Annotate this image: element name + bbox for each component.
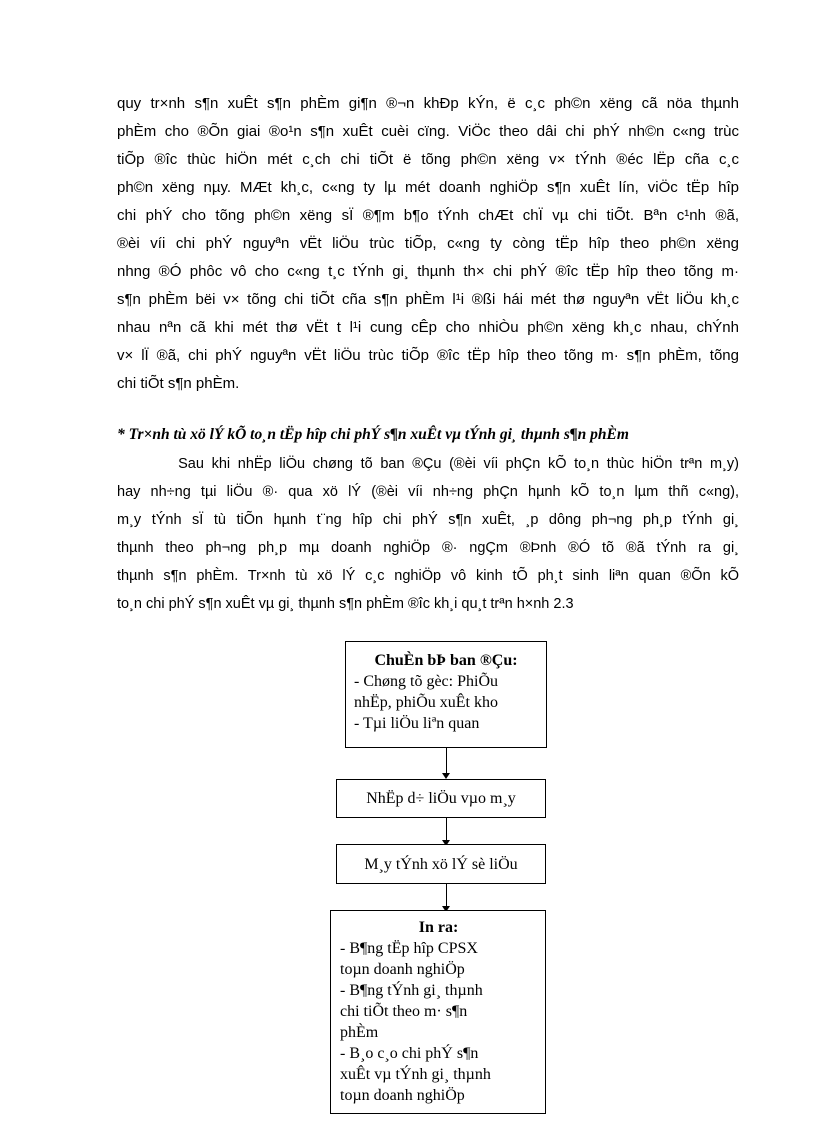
paragraph-2 [117,450,739,618]
flow-step-item: xuÊt vµ tÝnh gi¸ thµnh [340,1066,491,1083]
flow-step-item: chi tiÕt theo m· s¶n [340,1003,468,1020]
flow-step-item: toµn doanh nghiÖp [340,1087,465,1104]
paragraph-line: thµnh s¶n phÈm. Tr×nh tù xö lÝ c¸c nghiÖp vô kinh tÕ ph¸t sinh liªn quan ®Õn kÕ [117,568,739,584]
flow-connector [446,884,447,906]
paragraph-line: quy tr×nh s¶n xuÊt s¶n phÈm gi¶n ®¬n khÐp kÝn, ë c¸c ph©n xëng cã nöa thµnh [117,95,739,112]
paragraph-line: nhng ®Ó phôc vô cho c«ng t¸c tÝnh gi¸ thµnh th× chi phÝ ®îc tËp hîp theo tõng m· [117,263,739,280]
paragraph-1 [117,90,739,398]
flow-step-item: - Tµi liÖu liªn quan [354,715,480,732]
paragraph-line: chi tiÕt s¶n phÈm. [117,375,240,392]
paragraph-line: s¶n phÈm bëi v× tõng chi tiÕt cña s¶n phÈm l¹i ®ßi hái mét thø nguyªn vËt liÖu kh¸c [117,291,739,308]
paragraph-line: chi phÝ cho tõng ph©n xëng sÏ ®¶m b¶o tÝnh chÆt chÏ vµ chi tiÕt. Bªn c¹nh ®ã, [117,207,739,224]
paragraph-line: Sau khi nhËp liÖu chøng tõ ban ®Çu (®èi víi phÇn kÕ to¸n thùc hiÖn trªn m¸y) [117,456,739,472]
paragraph-line: tiÕp ®îc thùc hiÖn mét c¸ch chi tiÕt ë tõng ph©n xëng v× tÝnh ®éc lËp cña c¸c [117,151,739,168]
section-heading: * Tr×nh tù xö lÝ kÕ to¸n tËp hîp chi phÝ s¶n xuÊt vµ tÝnh gi¸ thµnh s¶n phÈm [117,426,629,443]
flow-step-title: ChuÈn bÞ ban ®Çu: [374,652,518,669]
paragraph-line: nhau nªn cã khi mét thø vËt t l¹i cung cÊp cho nhiÒu ph©n xëng kh¸c nhau, chÝnh [117,319,739,336]
flow-step-label: NhËp d÷ liÖu vµo m¸y [366,790,516,807]
paragraph-line: to¸n chi phÝ s¶n xuÊt vµ gi¸ thµnh s¶n phÈm ®îc kh¸i qu¸t trªn h×nh 2.3 [117,596,574,612]
flow-step-input [336,779,546,818]
paragraph-line: hay nh÷ng tµi liÖu ®· qua xö lÝ (®èi víi nh÷ng phÇn hµnh kÕ to¸n lµm thñ c«ng), [117,484,739,500]
flow-connector [446,748,447,773]
flow-step-item: - B¶ng tËp hîp CPSX [340,940,478,957]
paragraph-line: ®èi víi chi phÝ nguyªn vËt liÖu trùc tiÕp, c«ng ty còng tËp hîp theo ph©n xëng [117,235,739,252]
flow-step-process [336,844,546,884]
flow-step-item: toµn doanh nghiÖp [340,961,465,978]
paragraph-line: phÈm cho ®Õn giai ®o¹n s¶n xuÊt cuèi cïng. ViÖc theo dâi chi phÝ nh©n c«ng trùc [117,123,739,140]
paragraph-line: thµnh theo ph¬ng ph¸p mµ doanh nghiÖp ®· ngÇm ®Þnh ®Ó tõ ®ã tÝnh ra gi¸ [117,540,739,556]
paragraph-line: m¸y tÝnh sÏ tù tiÕn hµnh t¨ng hîp chi phÝ s¶n xuÊt, ¸p dông ph¬ng ph¸p tÝnh gi¸ [117,512,739,528]
flow-step-label: M¸y tÝnh xö lÝ sè liÖu [364,855,518,873]
flow-step-prepare [345,641,547,748]
flow-step-title: In ra: [418,919,459,936]
flow-step-item: - B¸o c¸o chi phÝ s¶n [340,1045,479,1062]
flow-step-item: phÈm [340,1024,379,1041]
flow-step-item: nhËp, phiÕu xuÊt kho [354,694,498,711]
flow-step-item: - Chøng tõ gèc: PhiÕu [354,673,498,690]
flow-step-item: - B¶ng tÝnh gi¸ thµnh [340,982,483,999]
paragraph-line: ph©n xëng nµy. MÆt kh¸c, c«ng ty lµ mét doanh nghiÖp s¶n xuÊt lín, viÖc tËp hîp [117,179,739,196]
paragraph-line: v× lÏ ®ã, chi phÝ nguyªn vËt liÖu trùc tiÕp ®îc tËp hîp theo tõng m· s¶n phÈm, tõng [117,347,739,364]
flow-step-output [330,910,546,1114]
flow-connector [446,818,447,840]
